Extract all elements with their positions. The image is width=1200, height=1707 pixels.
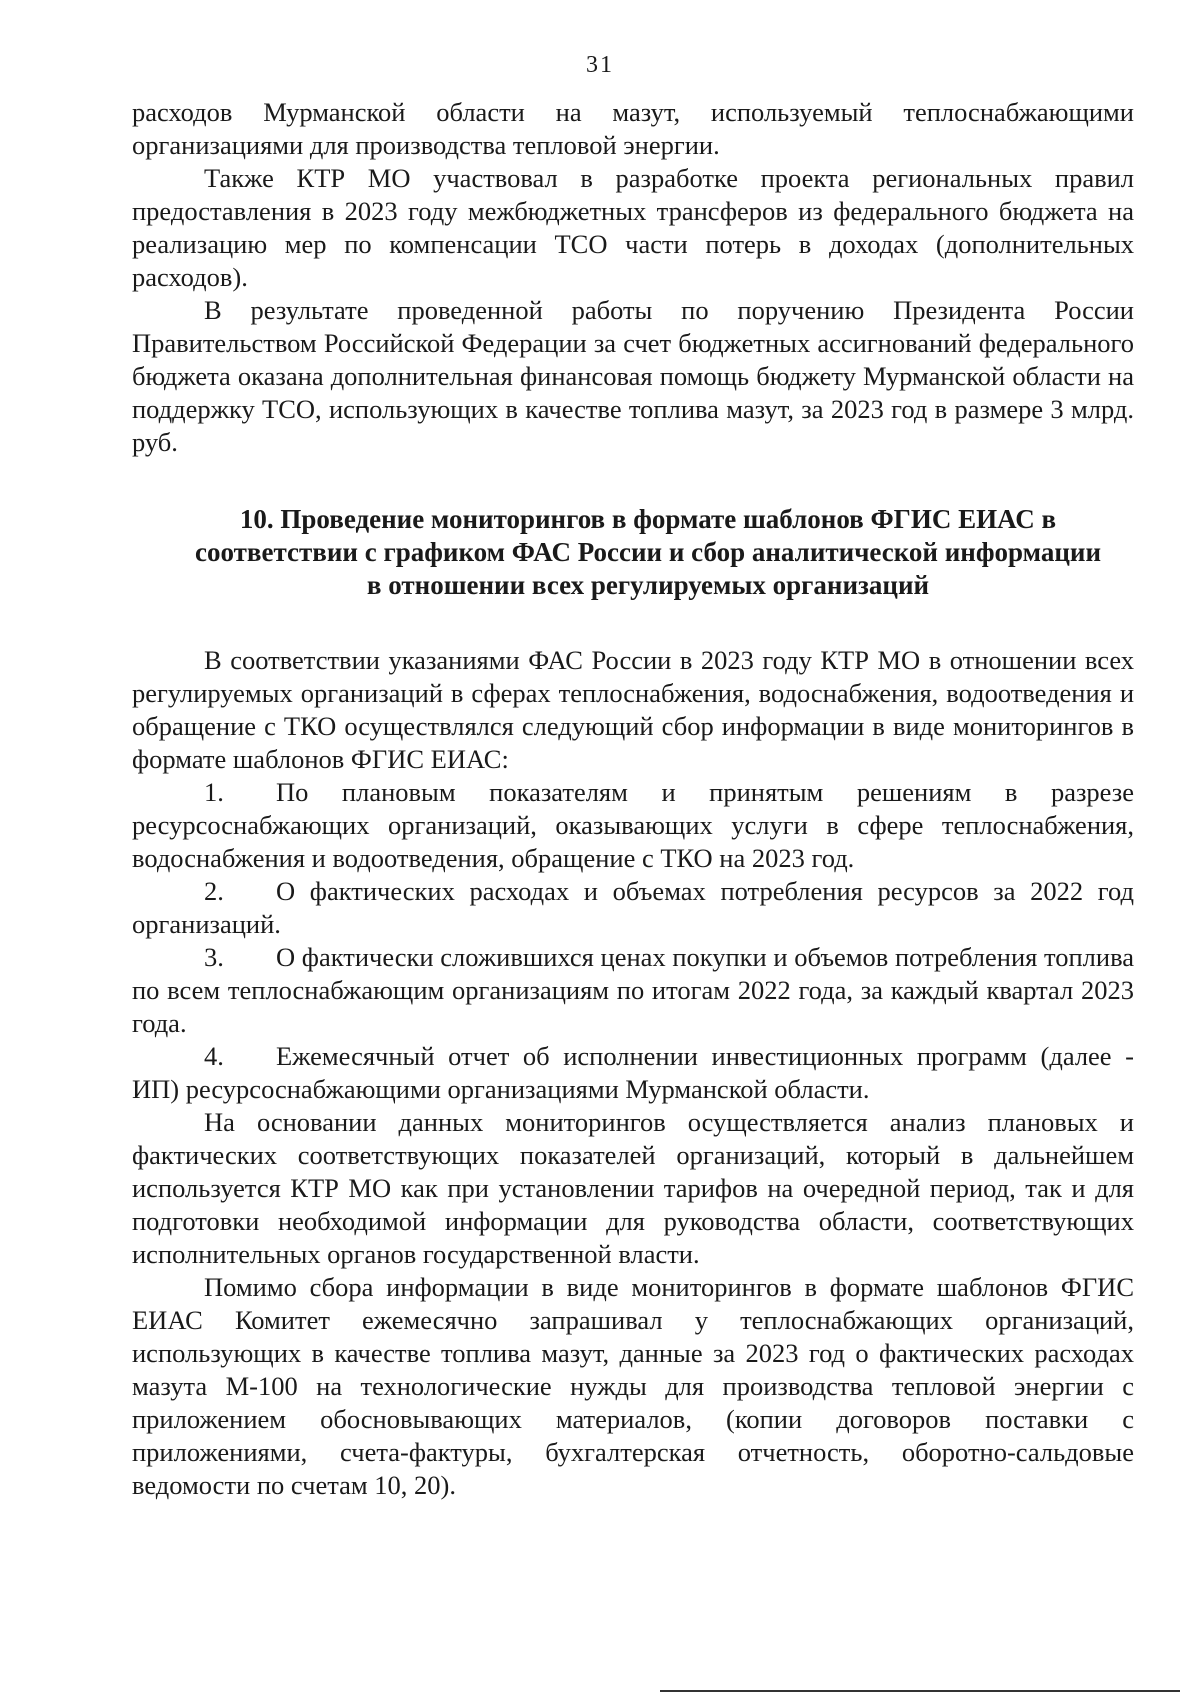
document-body xyxy=(132,96,1134,1502)
list-item xyxy=(132,1040,1134,1106)
list-item-number: 2. xyxy=(204,876,224,906)
list-item xyxy=(132,776,1134,875)
list-item-text: О фактически сложившихся ценах покупки и объемов потребления топлива по всем теплоснабжающим организациям по итогам 2022 года, за каждый квартал 2023 года. xyxy=(132,942,1134,1038)
footer-rule xyxy=(660,1690,1180,1692)
page-number: 31 xyxy=(586,52,614,78)
paragraph-intro: В соответствии указаниями ФАС России в 2023 году КТР МО в отношении всех регулируемых организаций в сферах теплоснабжения, водоснабжения, водоотведения и обращение с ТКО осуществлялся следующий сбор информации в виде мониторингов в формате шаблонов ФГИС ЕИАС: xyxy=(132,645,1134,774)
list-item-number: 1. xyxy=(204,777,224,807)
section-heading: 10. Проведение мониторингов в формате шаблонов ФГИС ЕИАС в соответствии с графиком ФАС России и сбор аналитической информации в отношении всех регулируемых организаций xyxy=(194,504,1102,600)
list-item-text: По плановым показателям и принятым решениям в разрезе ресурсоснабжающих организаций, оказывающих услуги в сфере теплоснабжения, водоснабжения и водоотведения, обращение с ТКО на 2023 год. xyxy=(132,777,1134,873)
list-item xyxy=(132,941,1134,1040)
list-item-text: О фактических расходах и объемах потребления ресурсов за 2022 год организаций. xyxy=(132,876,1134,939)
paragraph: Помимо сбора информации в виде мониторингов в формате шаблонов ФГИС ЕИАС Комитет ежемесячно запрашивал у теплоснабжающих организаций, использующих в качестве топлива мазут, данные за 2023 год о фактических расходах мазута М-100 на технологические нужды для производства тепловой энергии с приложением обосновывающих материалов, (копии договоров поставки с приложениями, счета-фактуры, бухгалтерская отчетность, оборотно-сальдовые ведомости по счетам 10, 20). xyxy=(132,1272,1134,1500)
list-item-number: 3. xyxy=(204,942,224,972)
list-item xyxy=(132,875,1134,941)
paragraph: В результате проведенной работы по поручению Президента России Правительством Российской Федерации за счет бюджетных ассигнований федерального бюджета оказана дополнительная финансовая помощь бюджету Мурманской области на поддержку ТСО, использующих в качестве топлива мазут, за 2023 год в размере 3 млрд. руб. xyxy=(132,295,1134,457)
list-item-number: 4. xyxy=(204,1041,224,1071)
paragraph: На основании данных мониторингов осуществляется анализ плановых и фактических соответствующих показателей организаций, который в дальнейшем используется КТР МО как при установлении тарифов на очередной период, так и для подготовки необходимой информации для руководства области, соответствующих исполнительных органов государственной власти. xyxy=(132,1107,1134,1269)
paragraph: Также КТР МО участвовал в разработке проекта региональных правил предоставления в 2023 году межбюджетных трансферов из федерального бюджета на реализацию мер по компенсации ТСО части потерь в доходах (дополнительных расходов). xyxy=(132,163,1134,292)
list-item-text: Ежемесячный отчет об исполнении инвестиционных программ (далее - ИП) ресурсоснабжающими организациями Мурманской области. xyxy=(132,1041,1134,1104)
paragraph-continuation: расходов Мурманской области на мазут, используемый теплоснабжающими организациями для производства тепловой энергии. xyxy=(132,97,1134,160)
